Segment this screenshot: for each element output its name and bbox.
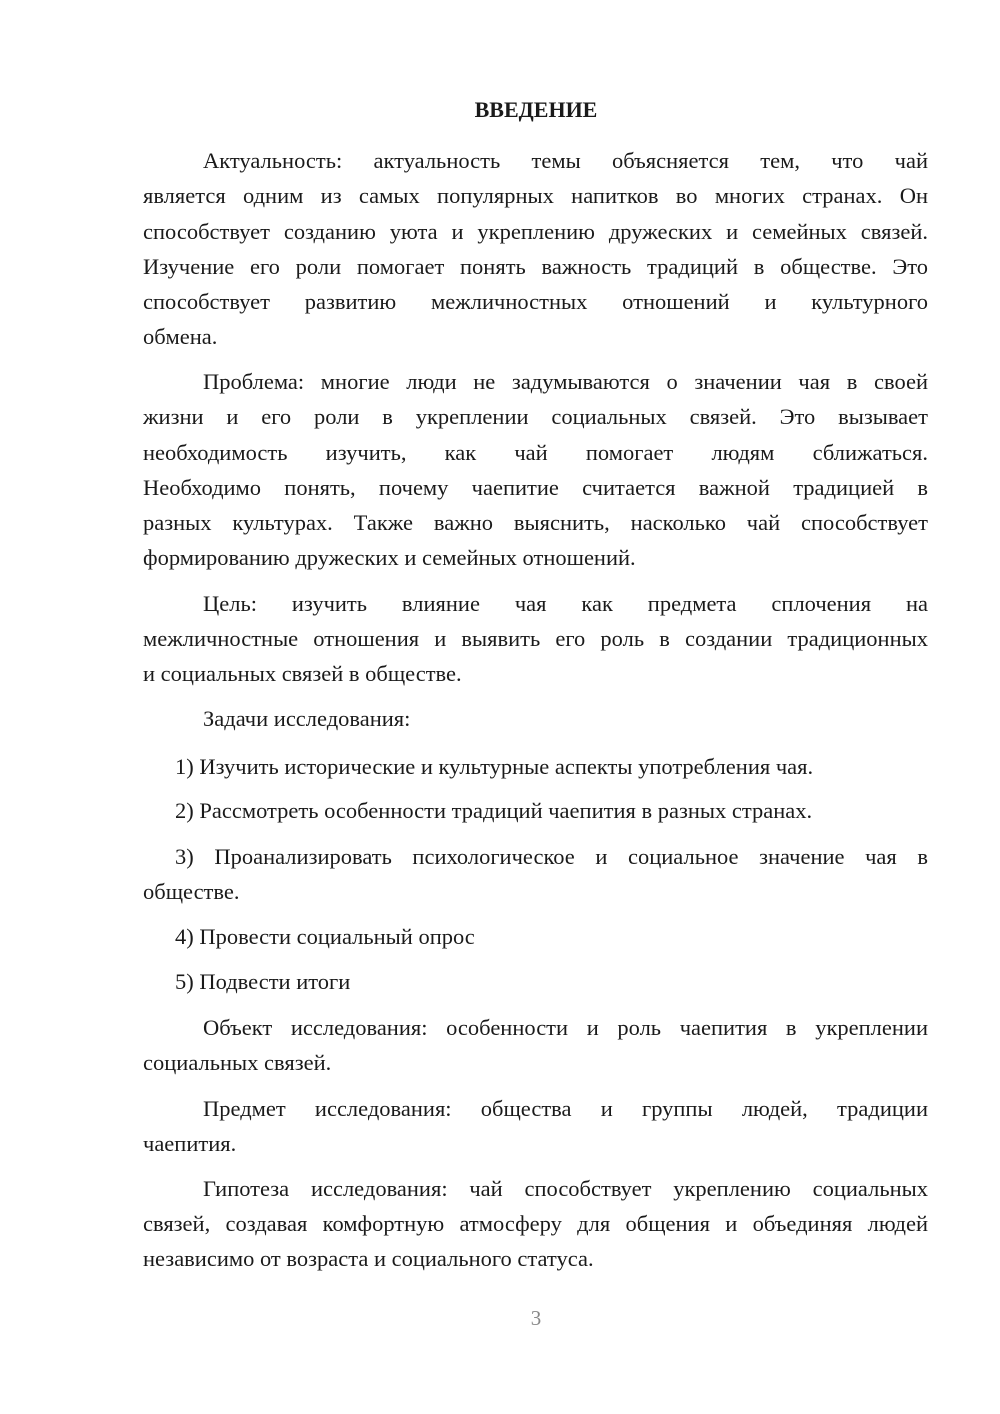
text-line: необходимость изучить, как чай помогает людям сближаться. [143, 439, 928, 465]
text-line: Предмет исследования: общества и группы людей, традиции [203, 1095, 928, 1121]
text-line: Актуальность: актуальность темы объясняется тем, что чай [203, 147, 928, 173]
text-line: 2) Рассмотреть особенности традиций чаепития в разных странах. [175, 797, 813, 823]
text-line: разных культурах. Также важно выяснить, насколько чай способствует [143, 509, 928, 535]
text-line: и социальных связей в обществе. [143, 660, 462, 686]
text-line: 4) Провести социальный опрос [175, 923, 475, 949]
page-title: ВВЕДЕНИЕ [474, 97, 598, 122]
text-line: является одним из самых популярных напитков во многих странах. Он [143, 182, 928, 208]
text-line: 5) Подвести итоги [175, 968, 351, 994]
text-line: Проблема: многие люди не задумываются о значении чая в своей [203, 368, 928, 394]
text-line: независимо от возраста и социального статуса. [143, 1245, 594, 1271]
text-line: чаепития. [143, 1130, 237, 1156]
text-line: жизни и его роли в укреплении социальных связей. Это вызывает [143, 403, 928, 429]
text-line: Необходимо понять, почему чаепитие считается важной традицией в [143, 474, 928, 500]
text-line: способствует развитию межличностных отношений и культурного [143, 288, 928, 314]
text-line: формированию дружеских и семейных отношений. [143, 544, 636, 570]
text-line: Объект исследования: особенности и роль чаепития в укреплении [203, 1014, 928, 1040]
text-line: обмена. [143, 323, 218, 349]
text-line: Изучение его роли помогает понять важность традиций в обществе. Это [143, 253, 928, 279]
text-line: Цель: изучить влияние чая как предмета сплочения на [203, 590, 928, 616]
text-line: Задачи исследования: [203, 705, 411, 731]
text-line: способствует созданию уюта и укреплению дружеских и семейных связей. [143, 218, 928, 244]
text-line: обществе. [143, 878, 240, 904]
text-line: межличностные отношения и выявить его роль в создании традиционных [143, 625, 928, 651]
text-line: связей, создавая комфортную атмосферу для общения и объединяя людей [143, 1210, 928, 1236]
text-line: 3) Проанализировать психологическое и социальное значение чая в [175, 843, 928, 869]
page-number: 3 [530, 1306, 542, 1330]
text-line: 1) Изучить исторические и культурные аспекты употребления чая. [175, 753, 814, 779]
text-line: социальных связей. [143, 1049, 332, 1075]
text-line: Гипотеза исследования: чай способствует укреплению социальных [203, 1175, 928, 1201]
